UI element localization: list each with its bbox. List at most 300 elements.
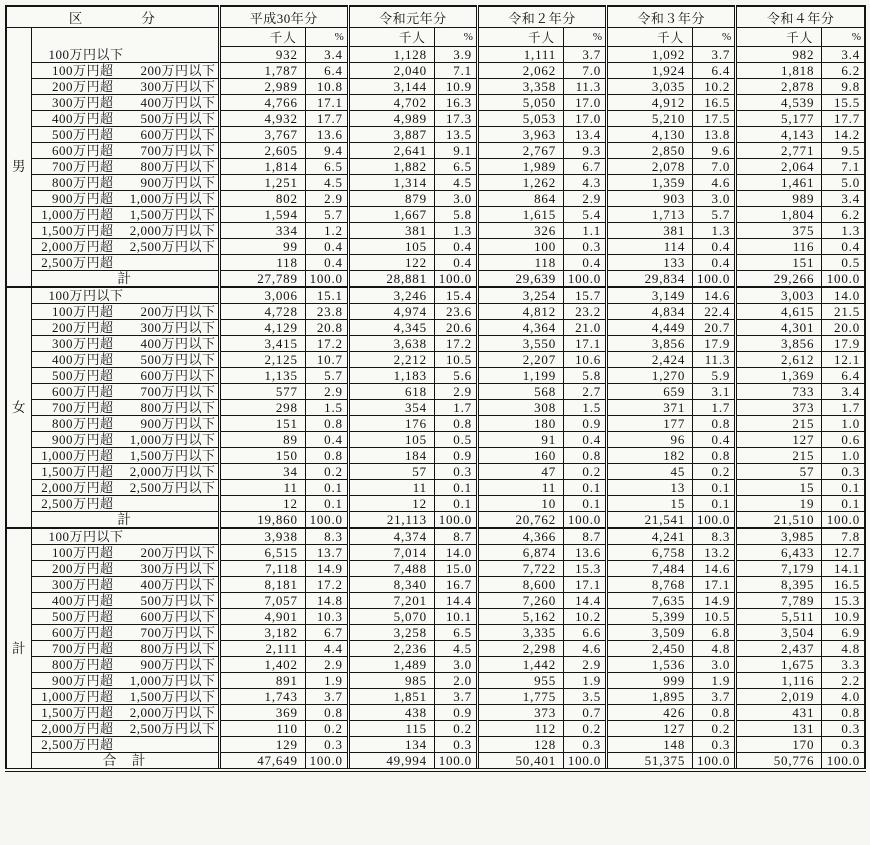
count-cell: 215 bbox=[736, 416, 822, 432]
count-cell: 2,878 bbox=[736, 79, 822, 95]
percent-cell: 0.8 bbox=[564, 448, 607, 464]
count-cell: 7,201 bbox=[348, 593, 434, 609]
percent-cell: 6.2 bbox=[822, 63, 865, 79]
percent-cell: 11.3 bbox=[564, 79, 607, 95]
percent-cell: 17.1 bbox=[305, 95, 348, 111]
section-total-label: 計 bbox=[31, 512, 219, 529]
bracket-label-cell bbox=[31, 577, 219, 593]
bracket-lower-bound: 100万円超 bbox=[52, 304, 114, 319]
percent-cell: 14.9 bbox=[693, 593, 736, 609]
percent-cell: 23.2 bbox=[564, 304, 607, 320]
percent-cell: 2.9 bbox=[305, 191, 348, 207]
bracket-upper-bound: 600万円以下 bbox=[140, 368, 216, 383]
count-cell: 999 bbox=[607, 673, 693, 689]
percent-cell: 7.0 bbox=[564, 63, 607, 79]
unit-thousands-header: 千人 bbox=[607, 28, 693, 47]
percent-cell: 3.0 bbox=[693, 191, 736, 207]
percent-cell: 1.7 bbox=[434, 400, 477, 416]
bracket-upper-bound: 500万円以下 bbox=[140, 352, 216, 367]
count-cell: 118 bbox=[219, 255, 305, 271]
bracket-label-cell bbox=[31, 191, 219, 207]
percent-cell: 0.3 bbox=[822, 721, 865, 737]
total-percent-cell: 100.0 bbox=[564, 753, 607, 771]
count-cell: 1,270 bbox=[607, 368, 693, 384]
unit-percent-header: % bbox=[305, 28, 348, 47]
percent-cell: 5.8 bbox=[564, 368, 607, 384]
unit-thousands-header: 千人 bbox=[219, 28, 305, 47]
count-cell: 4,366 bbox=[477, 528, 563, 545]
total-count-cell: 20,762 bbox=[477, 512, 563, 529]
bracket-upper-bound: 1,500万円以下 bbox=[129, 448, 216, 463]
bracket-lower-bound: 2,500万円超 bbox=[41, 255, 114, 270]
count-cell: 431 bbox=[736, 705, 822, 721]
bracket-lower-bound: 2,000万円超 bbox=[41, 480, 114, 495]
gender-column-spacer bbox=[6, 28, 31, 47]
count-cell: 1,402 bbox=[219, 657, 305, 673]
income-bracket-row bbox=[6, 207, 865, 223]
count-cell: 6,758 bbox=[607, 545, 693, 561]
bracket-label-cell bbox=[31, 657, 219, 673]
count-cell: 381 bbox=[348, 223, 434, 239]
count-cell: 1,489 bbox=[348, 657, 434, 673]
percent-cell: 1.3 bbox=[434, 223, 477, 239]
count-cell: 4,364 bbox=[477, 320, 563, 336]
percent-cell: 12.7 bbox=[822, 545, 865, 561]
count-cell: 7,260 bbox=[477, 593, 563, 609]
percent-cell: 0.8 bbox=[305, 448, 348, 464]
percent-cell: 20.6 bbox=[434, 320, 477, 336]
percent-cell: 0.1 bbox=[564, 480, 607, 496]
percent-cell: 10.5 bbox=[434, 352, 477, 368]
count-cell: 11 bbox=[477, 480, 563, 496]
count-cell: 1,615 bbox=[477, 207, 563, 223]
count-cell: 5,070 bbox=[348, 609, 434, 625]
percent-cell: 13.2 bbox=[693, 545, 736, 561]
count-cell: 381 bbox=[607, 223, 693, 239]
count-cell: 91 bbox=[477, 432, 563, 448]
bracket-lower-bound: 2,500万円超 bbox=[41, 737, 114, 752]
count-cell: 118 bbox=[477, 255, 563, 271]
count-cell: 15 bbox=[607, 496, 693, 512]
income-bracket-row bbox=[6, 561, 865, 577]
bracket-lower-bound: 800万円超 bbox=[52, 416, 114, 431]
count-cell: 4,301 bbox=[736, 320, 822, 336]
unit-thousands-header: 千人 bbox=[348, 28, 434, 47]
count-cell: 864 bbox=[477, 191, 563, 207]
percent-cell: 3.4 bbox=[822, 191, 865, 207]
count-cell: 2,236 bbox=[348, 641, 434, 657]
count-cell: 7,484 bbox=[607, 561, 693, 577]
count-cell: 1,135 bbox=[219, 368, 305, 384]
percent-cell: 16.7 bbox=[434, 577, 477, 593]
bracket-upper-bound: 2,500万円以下 bbox=[129, 721, 216, 736]
count-cell: 15 bbox=[736, 480, 822, 496]
percent-cell: 8.3 bbox=[693, 528, 736, 545]
count-cell: 57 bbox=[348, 464, 434, 480]
bracket-upper-bound: 2,000万円以下 bbox=[129, 464, 216, 479]
percent-cell: 6.5 bbox=[434, 159, 477, 175]
bracket-label-cell bbox=[31, 400, 219, 416]
percent-cell: 0.3 bbox=[564, 239, 607, 255]
percent-cell: 3.0 bbox=[434, 191, 477, 207]
bracket-upper-bound: 900万円以下 bbox=[140, 416, 216, 431]
percent-cell: 2.9 bbox=[564, 657, 607, 673]
bracket-label-cell bbox=[31, 416, 219, 432]
income-bracket-row bbox=[6, 673, 865, 689]
count-cell: 2,641 bbox=[348, 143, 434, 159]
count-cell: 3,767 bbox=[219, 127, 305, 143]
bracket-upper-bound: 400万円以下 bbox=[140, 336, 216, 351]
section-total-label: 計 bbox=[31, 271, 219, 288]
year-header-row bbox=[6, 6, 865, 28]
count-cell: 3,963 bbox=[477, 127, 563, 143]
bracket-lower-bound: 800万円超 bbox=[52, 657, 114, 672]
percent-cell: 0.8 bbox=[822, 705, 865, 721]
bracket-label-cell bbox=[31, 705, 219, 721]
percent-cell: 17.7 bbox=[822, 111, 865, 127]
count-cell: 2,771 bbox=[736, 143, 822, 159]
percent-cell: 0.8 bbox=[434, 416, 477, 432]
total-percent-cell: 100.0 bbox=[693, 271, 736, 288]
count-cell: 5,210 bbox=[607, 111, 693, 127]
count-cell: 577 bbox=[219, 384, 305, 400]
count-cell: 3,638 bbox=[348, 336, 434, 352]
count-cell: 7,179 bbox=[736, 561, 822, 577]
count-cell: 308 bbox=[477, 400, 563, 416]
percent-cell: 0.1 bbox=[434, 496, 477, 512]
percent-cell: 17.0 bbox=[564, 95, 607, 111]
count-cell: 2,064 bbox=[736, 159, 822, 175]
count-cell: 1,111 bbox=[477, 47, 563, 63]
count-cell: 4,989 bbox=[348, 111, 434, 127]
count-cell: 8,600 bbox=[477, 577, 563, 593]
count-cell: 1,851 bbox=[348, 689, 434, 705]
percent-cell: 1.9 bbox=[564, 673, 607, 689]
percent-cell: 20.0 bbox=[822, 320, 865, 336]
income-bracket-row bbox=[6, 480, 865, 496]
percent-cell: 0.9 bbox=[434, 448, 477, 464]
count-cell: 150 bbox=[219, 448, 305, 464]
percent-cell: 10.3 bbox=[305, 609, 348, 625]
income-bracket-row bbox=[6, 143, 865, 159]
count-cell: 371 bbox=[607, 400, 693, 416]
count-cell: 2,989 bbox=[219, 79, 305, 95]
grand-total-row bbox=[6, 753, 865, 771]
count-cell: 1,594 bbox=[219, 207, 305, 223]
bracket-lower-bound: 300万円超 bbox=[52, 95, 114, 110]
percent-cell: 0.8 bbox=[305, 705, 348, 721]
percent-cell: 0.4 bbox=[305, 432, 348, 448]
count-cell: 105 bbox=[348, 239, 434, 255]
count-cell: 1,667 bbox=[348, 207, 434, 223]
income-bracket-row bbox=[6, 721, 865, 737]
gender-label: 女 bbox=[6, 287, 31, 528]
percent-cell: 5.9 bbox=[693, 368, 736, 384]
bracket-lower-bound: 100万円超 bbox=[52, 545, 114, 560]
bracket-upper-bound: 1,000万円以下 bbox=[129, 191, 216, 206]
percent-cell: 23.6 bbox=[434, 304, 477, 320]
count-cell: 2,040 bbox=[348, 63, 434, 79]
percent-cell: 3.0 bbox=[693, 657, 736, 673]
percent-cell: 13.8 bbox=[693, 127, 736, 143]
count-cell: 34 bbox=[219, 464, 305, 480]
section-total-label: 合 計 bbox=[31, 753, 219, 771]
bracket-upper-bound: 200万円以下 bbox=[140, 545, 216, 560]
percent-cell: 1.9 bbox=[305, 673, 348, 689]
percent-cell: 10.7 bbox=[305, 352, 348, 368]
percent-cell: 0.9 bbox=[434, 705, 477, 721]
bracket-upper-bound: 200万円以下 bbox=[140, 304, 216, 319]
total-percent-cell: 100.0 bbox=[693, 753, 736, 771]
count-cell: 1,199 bbox=[477, 368, 563, 384]
count-cell: 3,006 bbox=[219, 287, 305, 304]
percent-cell: 15.5 bbox=[822, 95, 865, 111]
count-cell: 57 bbox=[736, 464, 822, 480]
count-cell: 2,062 bbox=[477, 63, 563, 79]
bracket-label-cell bbox=[31, 641, 219, 657]
income-bracket-row bbox=[6, 577, 865, 593]
gender-label: 男 bbox=[6, 47, 31, 288]
bracket-upper-bound: 700万円以下 bbox=[140, 625, 216, 640]
percent-cell: 20.8 bbox=[305, 320, 348, 336]
total-count-cell: 29,266 bbox=[736, 271, 822, 288]
count-cell: 4,901 bbox=[219, 609, 305, 625]
bracket-lower-bound: 400万円超 bbox=[52, 352, 114, 367]
percent-cell: 16.5 bbox=[822, 577, 865, 593]
count-cell: 96 bbox=[607, 432, 693, 448]
count-cell: 13 bbox=[607, 480, 693, 496]
bracket-upper-bound: 300万円以下 bbox=[140, 561, 216, 576]
count-cell: 7,057 bbox=[219, 593, 305, 609]
percent-cell: 13.6 bbox=[305, 127, 348, 143]
percent-cell: 12.1 bbox=[822, 352, 865, 368]
percent-cell: 0.4 bbox=[305, 239, 348, 255]
percent-cell: 4.8 bbox=[693, 641, 736, 657]
percent-cell: 0.1 bbox=[693, 480, 736, 496]
bracket-upper-bound: 300万円以下 bbox=[140, 79, 216, 94]
bracket-label-cell bbox=[31, 496, 219, 512]
percent-cell: 17.9 bbox=[693, 336, 736, 352]
percent-cell: 17.2 bbox=[305, 577, 348, 593]
count-cell: 298 bbox=[219, 400, 305, 416]
income-bracket-row bbox=[6, 400, 865, 416]
count-cell: 114 bbox=[607, 239, 693, 255]
bracket-label-cell bbox=[31, 480, 219, 496]
count-cell: 115 bbox=[348, 721, 434, 737]
count-cell: 4,766 bbox=[219, 95, 305, 111]
bracket-label-cell bbox=[31, 320, 219, 336]
percent-cell: 7.0 bbox=[693, 159, 736, 175]
percent-cell: 10.2 bbox=[564, 609, 607, 625]
count-cell: 170 bbox=[736, 737, 822, 753]
count-cell: 47 bbox=[477, 464, 563, 480]
bracket-upper-bound: 1,000万円以下 bbox=[129, 432, 216, 447]
percent-cell: 7.1 bbox=[822, 159, 865, 175]
percent-cell: 0.3 bbox=[564, 737, 607, 753]
percent-cell: 10.5 bbox=[693, 609, 736, 625]
percent-cell: 5.0 bbox=[822, 175, 865, 191]
category-header: 区 分 bbox=[6, 6, 219, 28]
total-count-cell: 29,639 bbox=[477, 271, 563, 288]
percent-cell: 2.2 bbox=[822, 673, 865, 689]
bracket-upper-bound: 200万円以下 bbox=[140, 63, 216, 78]
bracket-upper-bound: 300万円以下 bbox=[140, 320, 216, 335]
percent-cell: 11.3 bbox=[693, 352, 736, 368]
percent-cell: 4.5 bbox=[434, 641, 477, 657]
percent-cell: 0.4 bbox=[693, 432, 736, 448]
count-cell: 7,635 bbox=[607, 593, 693, 609]
count-cell: 112 bbox=[477, 721, 563, 737]
percent-cell: 4.5 bbox=[434, 175, 477, 191]
bracket-upper-bound: 400万円以下 bbox=[140, 95, 216, 110]
bracket-lower-bound: 500万円超 bbox=[52, 368, 114, 383]
count-cell: 426 bbox=[607, 705, 693, 721]
count-cell: 989 bbox=[736, 191, 822, 207]
percent-cell: 13.5 bbox=[434, 127, 477, 143]
percent-cell: 3.4 bbox=[822, 47, 865, 63]
percent-cell: 0.3 bbox=[693, 737, 736, 753]
percent-cell: 3.7 bbox=[305, 689, 348, 705]
percent-cell: 7.8 bbox=[822, 528, 865, 545]
count-cell: 4,374 bbox=[348, 528, 434, 545]
bracket-lower-bound: 600万円超 bbox=[52, 143, 114, 158]
percent-cell: 21.0 bbox=[564, 320, 607, 336]
percent-cell: 17.1 bbox=[564, 577, 607, 593]
percent-cell: 4.8 bbox=[822, 641, 865, 657]
total-percent-cell: 100.0 bbox=[305, 753, 348, 771]
count-cell: 4,345 bbox=[348, 320, 434, 336]
percent-cell: 17.3 bbox=[434, 111, 477, 127]
total-percent-cell: 100.0 bbox=[822, 271, 865, 288]
document-page bbox=[5, 5, 866, 772]
count-cell: 12 bbox=[348, 496, 434, 512]
income-distribution-table bbox=[5, 5, 866, 772]
count-cell: 4,129 bbox=[219, 320, 305, 336]
count-cell: 618 bbox=[348, 384, 434, 400]
percent-cell: 17.9 bbox=[822, 336, 865, 352]
bracket-upper-bound: 2,500万円以下 bbox=[129, 239, 216, 254]
percent-cell: 10.9 bbox=[822, 609, 865, 625]
income-bracket-row bbox=[6, 625, 865, 641]
percent-cell: 5.8 bbox=[434, 207, 477, 223]
percent-cell: 0.4 bbox=[564, 255, 607, 271]
income-bracket-row bbox=[6, 432, 865, 448]
count-cell: 8,181 bbox=[219, 577, 305, 593]
percent-cell: 1.1 bbox=[564, 223, 607, 239]
count-cell: 1,713 bbox=[607, 207, 693, 223]
count-cell: 6,515 bbox=[219, 545, 305, 561]
bracket-label-cell bbox=[31, 721, 219, 737]
count-cell: 932 bbox=[219, 47, 305, 63]
year-header-h30: 平成30年分 bbox=[219, 6, 348, 28]
count-cell: 802 bbox=[219, 191, 305, 207]
percent-cell: 3.4 bbox=[305, 47, 348, 63]
bracket-lower-bound: 400万円超 bbox=[52, 111, 114, 126]
income-bracket-row bbox=[6, 384, 865, 400]
bracket-label-cell bbox=[31, 304, 219, 320]
count-cell: 3,258 bbox=[348, 625, 434, 641]
bracket-label-cell bbox=[31, 79, 219, 95]
percent-cell: 1.9 bbox=[693, 673, 736, 689]
bracket-upper-bound: 2,000万円以下 bbox=[129, 705, 216, 720]
income-bracket-row bbox=[6, 255, 865, 271]
income-bracket-row bbox=[6, 304, 865, 320]
percent-cell: 0.5 bbox=[822, 255, 865, 271]
count-cell: 903 bbox=[607, 191, 693, 207]
percent-cell: 3.3 bbox=[822, 657, 865, 673]
percent-cell: 0.2 bbox=[693, 464, 736, 480]
percent-cell: 14.4 bbox=[564, 593, 607, 609]
bracket-lower-bound: 1,500万円超 bbox=[41, 223, 114, 238]
bracket-label-cell bbox=[31, 432, 219, 448]
unit-header-row bbox=[6, 28, 865, 47]
count-cell: 985 bbox=[348, 673, 434, 689]
percent-cell: 5.7 bbox=[305, 207, 348, 223]
bracket-lower-bound: 600万円超 bbox=[52, 625, 114, 640]
income-bracket-row bbox=[6, 127, 865, 143]
count-cell: 7,789 bbox=[736, 593, 822, 609]
count-cell: 3,254 bbox=[477, 287, 563, 304]
percent-cell: 2.0 bbox=[434, 673, 477, 689]
count-cell: 2,424 bbox=[607, 352, 693, 368]
bracket-lower-bound: 1,000万円超 bbox=[41, 448, 114, 463]
bracket-label-cell bbox=[31, 673, 219, 689]
count-cell: 326 bbox=[477, 223, 563, 239]
percent-cell: 0.1 bbox=[305, 480, 348, 496]
percent-cell: 0.3 bbox=[434, 737, 477, 753]
count-cell: 982 bbox=[736, 47, 822, 63]
gender-label: 計 bbox=[6, 528, 31, 770]
percent-cell: 3.7 bbox=[434, 689, 477, 705]
bracket-lower-bound: 2,000万円超 bbox=[41, 239, 114, 254]
income-bracket-row bbox=[6, 352, 865, 368]
count-cell: 1,092 bbox=[607, 47, 693, 63]
percent-cell: 6.4 bbox=[822, 368, 865, 384]
percent-cell: 4.5 bbox=[305, 175, 348, 191]
income-bracket-row bbox=[6, 175, 865, 191]
bracket-lower-bound: 1,500万円超 bbox=[41, 705, 114, 720]
income-bracket-row bbox=[6, 609, 865, 625]
percent-cell: 8.3 bbox=[305, 528, 348, 545]
total-count-cell: 21,510 bbox=[736, 512, 822, 529]
count-cell: 1,442 bbox=[477, 657, 563, 673]
percent-cell: 1.3 bbox=[822, 223, 865, 239]
bracket-lower-bound: 2,000万円超 bbox=[41, 721, 114, 736]
count-cell: 89 bbox=[219, 432, 305, 448]
count-cell: 4,539 bbox=[736, 95, 822, 111]
percent-cell: 0.6 bbox=[822, 432, 865, 448]
count-cell: 148 bbox=[607, 737, 693, 753]
bracket-lower-bound: 900万円超 bbox=[52, 191, 114, 206]
bracket-lower-bound: 300万円超 bbox=[52, 577, 114, 592]
count-cell: 3,003 bbox=[736, 287, 822, 304]
percent-cell: 4.0 bbox=[822, 689, 865, 705]
percent-cell: 0.1 bbox=[822, 480, 865, 496]
count-cell: 100 bbox=[477, 239, 563, 255]
total-count-cell: 19,860 bbox=[219, 512, 305, 529]
count-cell: 8,340 bbox=[348, 577, 434, 593]
income-bracket-row bbox=[6, 416, 865, 432]
bracket-lower-bound: 2,500万円超 bbox=[41, 496, 114, 511]
bracket-lower-bound: 1,000万円超 bbox=[41, 689, 114, 704]
bracket-label-cell bbox=[31, 545, 219, 561]
percent-cell: 0.8 bbox=[693, 416, 736, 432]
income-bracket-row bbox=[6, 95, 865, 111]
count-cell: 2,078 bbox=[607, 159, 693, 175]
percent-cell: 9.5 bbox=[822, 143, 865, 159]
percent-cell: 6.9 bbox=[822, 625, 865, 641]
unit-thousands-header: 千人 bbox=[477, 28, 563, 47]
